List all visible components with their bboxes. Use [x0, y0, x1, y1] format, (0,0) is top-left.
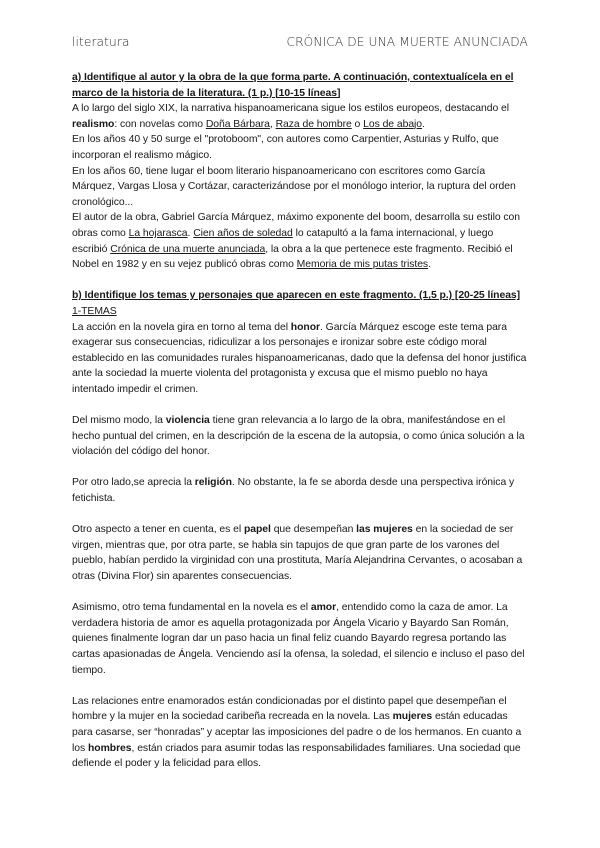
text-span: .	[187, 227, 194, 239]
text-span: . García Márquez escoge este tema para exagerar sus consecuencias, ridiculizar a los personajes e ironizar sobre este código moral establecido en las comunidades rurales hispanoamericanas, dado que la defensa del honor justifica ante la sociedad la muerte violenta del protagonista y excusa que el mismo pueblo no haya intentado impedir el crimen.	[72, 321, 527, 395]
text-span: . No obstante, la fe se aborda desde una perspectiva irónica y fetichista.	[72, 477, 515, 505]
book-title: La hojarasca	[128, 227, 188, 239]
bold-term: realismo	[72, 118, 115, 130]
spacer	[72, 585, 528, 601]
paragraph-mujeres	[72, 522, 528, 584]
bold-term: hombres	[87, 742, 132, 754]
bold-term: honor	[290, 321, 320, 333]
paragraph-honor	[72, 320, 528, 398]
header-subject: literatura	[72, 35, 130, 49]
bold-term: violencia	[165, 415, 210, 427]
text-span: , entendido como la caza de amor. La verdadera historia de amor es aquella protagonizada por Ángela Vicario y Bayardo San Román, quienes finalmente logran dar un paso hacia un final feliz cuando Bayardo regresa portando las cartas apasionadas de Ángela. Venciendo así la ofensa, la soledad, el silencio e incluso el paso del tiempo.	[72, 602, 525, 676]
text-span: , la obra a la que pertenece este fragmento. Recibió el Nobel en 1982 y en su vejez publicó obras como	[72, 243, 513, 271]
text-span: , están criados para asumir todas las responsabilidades familiares. Una sociedad que defiende el poder y la felicidad para ellos.	[72, 742, 521, 770]
book-title: Crónica de una muerte anunciada	[110, 243, 266, 255]
text-span: en la sociedad de ser virgen, mientras que, por otra parte, se habla sin tapujos de que gran parte de los varones del pueblo, habían perdido la virginidad con una prostituta, María Alejandrina Cervantes, o acosaban a otras (Divina Flor) sin aparentes consecuencias.	[72, 524, 523, 582]
paragraph-violencia	[72, 413, 528, 460]
text-span: Por otro lado,se aprecia la	[72, 477, 195, 489]
spacer	[72, 460, 528, 476]
bold-term: papel	[243, 524, 271, 536]
paragraph-amor	[72, 600, 528, 678]
text-span: Asimismo, otro tema fundamental en la novela es el	[72, 602, 311, 614]
bold-term: amor	[310, 602, 337, 614]
text-span: A lo largo del siglo XIX, la narrativa hispanoamericana sigue los estilos europeos, destacando el	[72, 103, 510, 115]
book-title: Memoria de mis putas tristes	[296, 259, 429, 271]
book-title: Raza de hombre	[275, 118, 352, 130]
text-span: El autor de la obra, Gabriel García Márquez, máximo exponente del boom, desarrolla su estilo con obras como	[72, 212, 521, 239]
bold-term: mujeres	[392, 711, 433, 723]
text-span: : con novelas como	[114, 118, 206, 130]
book-title: Cien años de soledad	[193, 227, 293, 239]
section-subheading: 1-TEMAS	[72, 305, 117, 317]
question-a-heading: a) Identifique al autor y la obra de la que forma parte. A continuación, contextualícela en el marco de la historia de la literatura. (1 p.) [10-15 líneas]	[72, 72, 514, 99]
spacer	[72, 507, 528, 523]
text-span: lo catapultó a la fama internacional, y luego escribió	[72, 227, 494, 255]
text-span: ,	[269, 118, 276, 130]
spacer	[72, 273, 528, 289]
paragraph-protoboom: En los años 40 y 50 surge el "protoboom", con autores como Carpentier, Asturias y Rulfo, que incorporan el realismo mágico.	[72, 134, 499, 161]
text-span: Otro aspecto a tener en cuenta, es el	[72, 524, 244, 536]
text-span: .	[422, 118, 425, 130]
paragraph-relaciones	[72, 694, 528, 772]
bold-term: religión	[194, 477, 232, 489]
text-span: están educadas para casarse, ser “honradas” y aceptar las imposiciones del padre o de los hermanos. En cuanto a los	[72, 711, 522, 754]
paragraph-realismo	[72, 101, 528, 132]
text-span: La acción en la novela gira en torno al tema del	[72, 321, 291, 333]
page-header	[72, 35, 528, 53]
text-span: que desempeñan	[270, 524, 357, 536]
document-body	[72, 70, 528, 772]
text-span: o	[351, 118, 364, 130]
book-title: Los de abajo	[363, 118, 423, 130]
question-b-heading: b) Identifique los temas y personajes que aparecen en este fragmento. (1,5 p.) [20-25 líneas]	[72, 290, 521, 302]
spacer	[72, 678, 528, 694]
paragraph-boom: En los años 60, tiene lugar el boom literario hispanoamericano con escritores como García Márquez, Vargas Llosa y Cortázar, caracterizándose por el monólogo interior, la ruptura del orden cronológico...	[72, 165, 516, 208]
paragraph-religion	[72, 475, 528, 506]
text-span: tiene gran relevancia a lo largo de la obra, manifestándose en el hecho puntual del crimen, en la descripción de la escena de la autopsia, o como única solución a la violación del código del honor.	[72, 415, 525, 458]
text-span: Las relaciones entre enamorados están condicionadas por el distinto papel que desempeñan el hombre y la mujer en la sociedad caribeña recreada en la novela. Las	[72, 695, 507, 723]
header-title: CRÓNICA DE UNA MUERTE ANUNCIADA	[286, 35, 528, 49]
bold-term: las mujeres	[356, 524, 413, 536]
book-title: Doña Bárbara	[205, 118, 270, 130]
text-span: Del mismo modo, la	[72, 415, 166, 427]
text-span: .	[428, 259, 431, 271]
spacer	[72, 397, 528, 413]
paragraph-author	[72, 210, 528, 272]
